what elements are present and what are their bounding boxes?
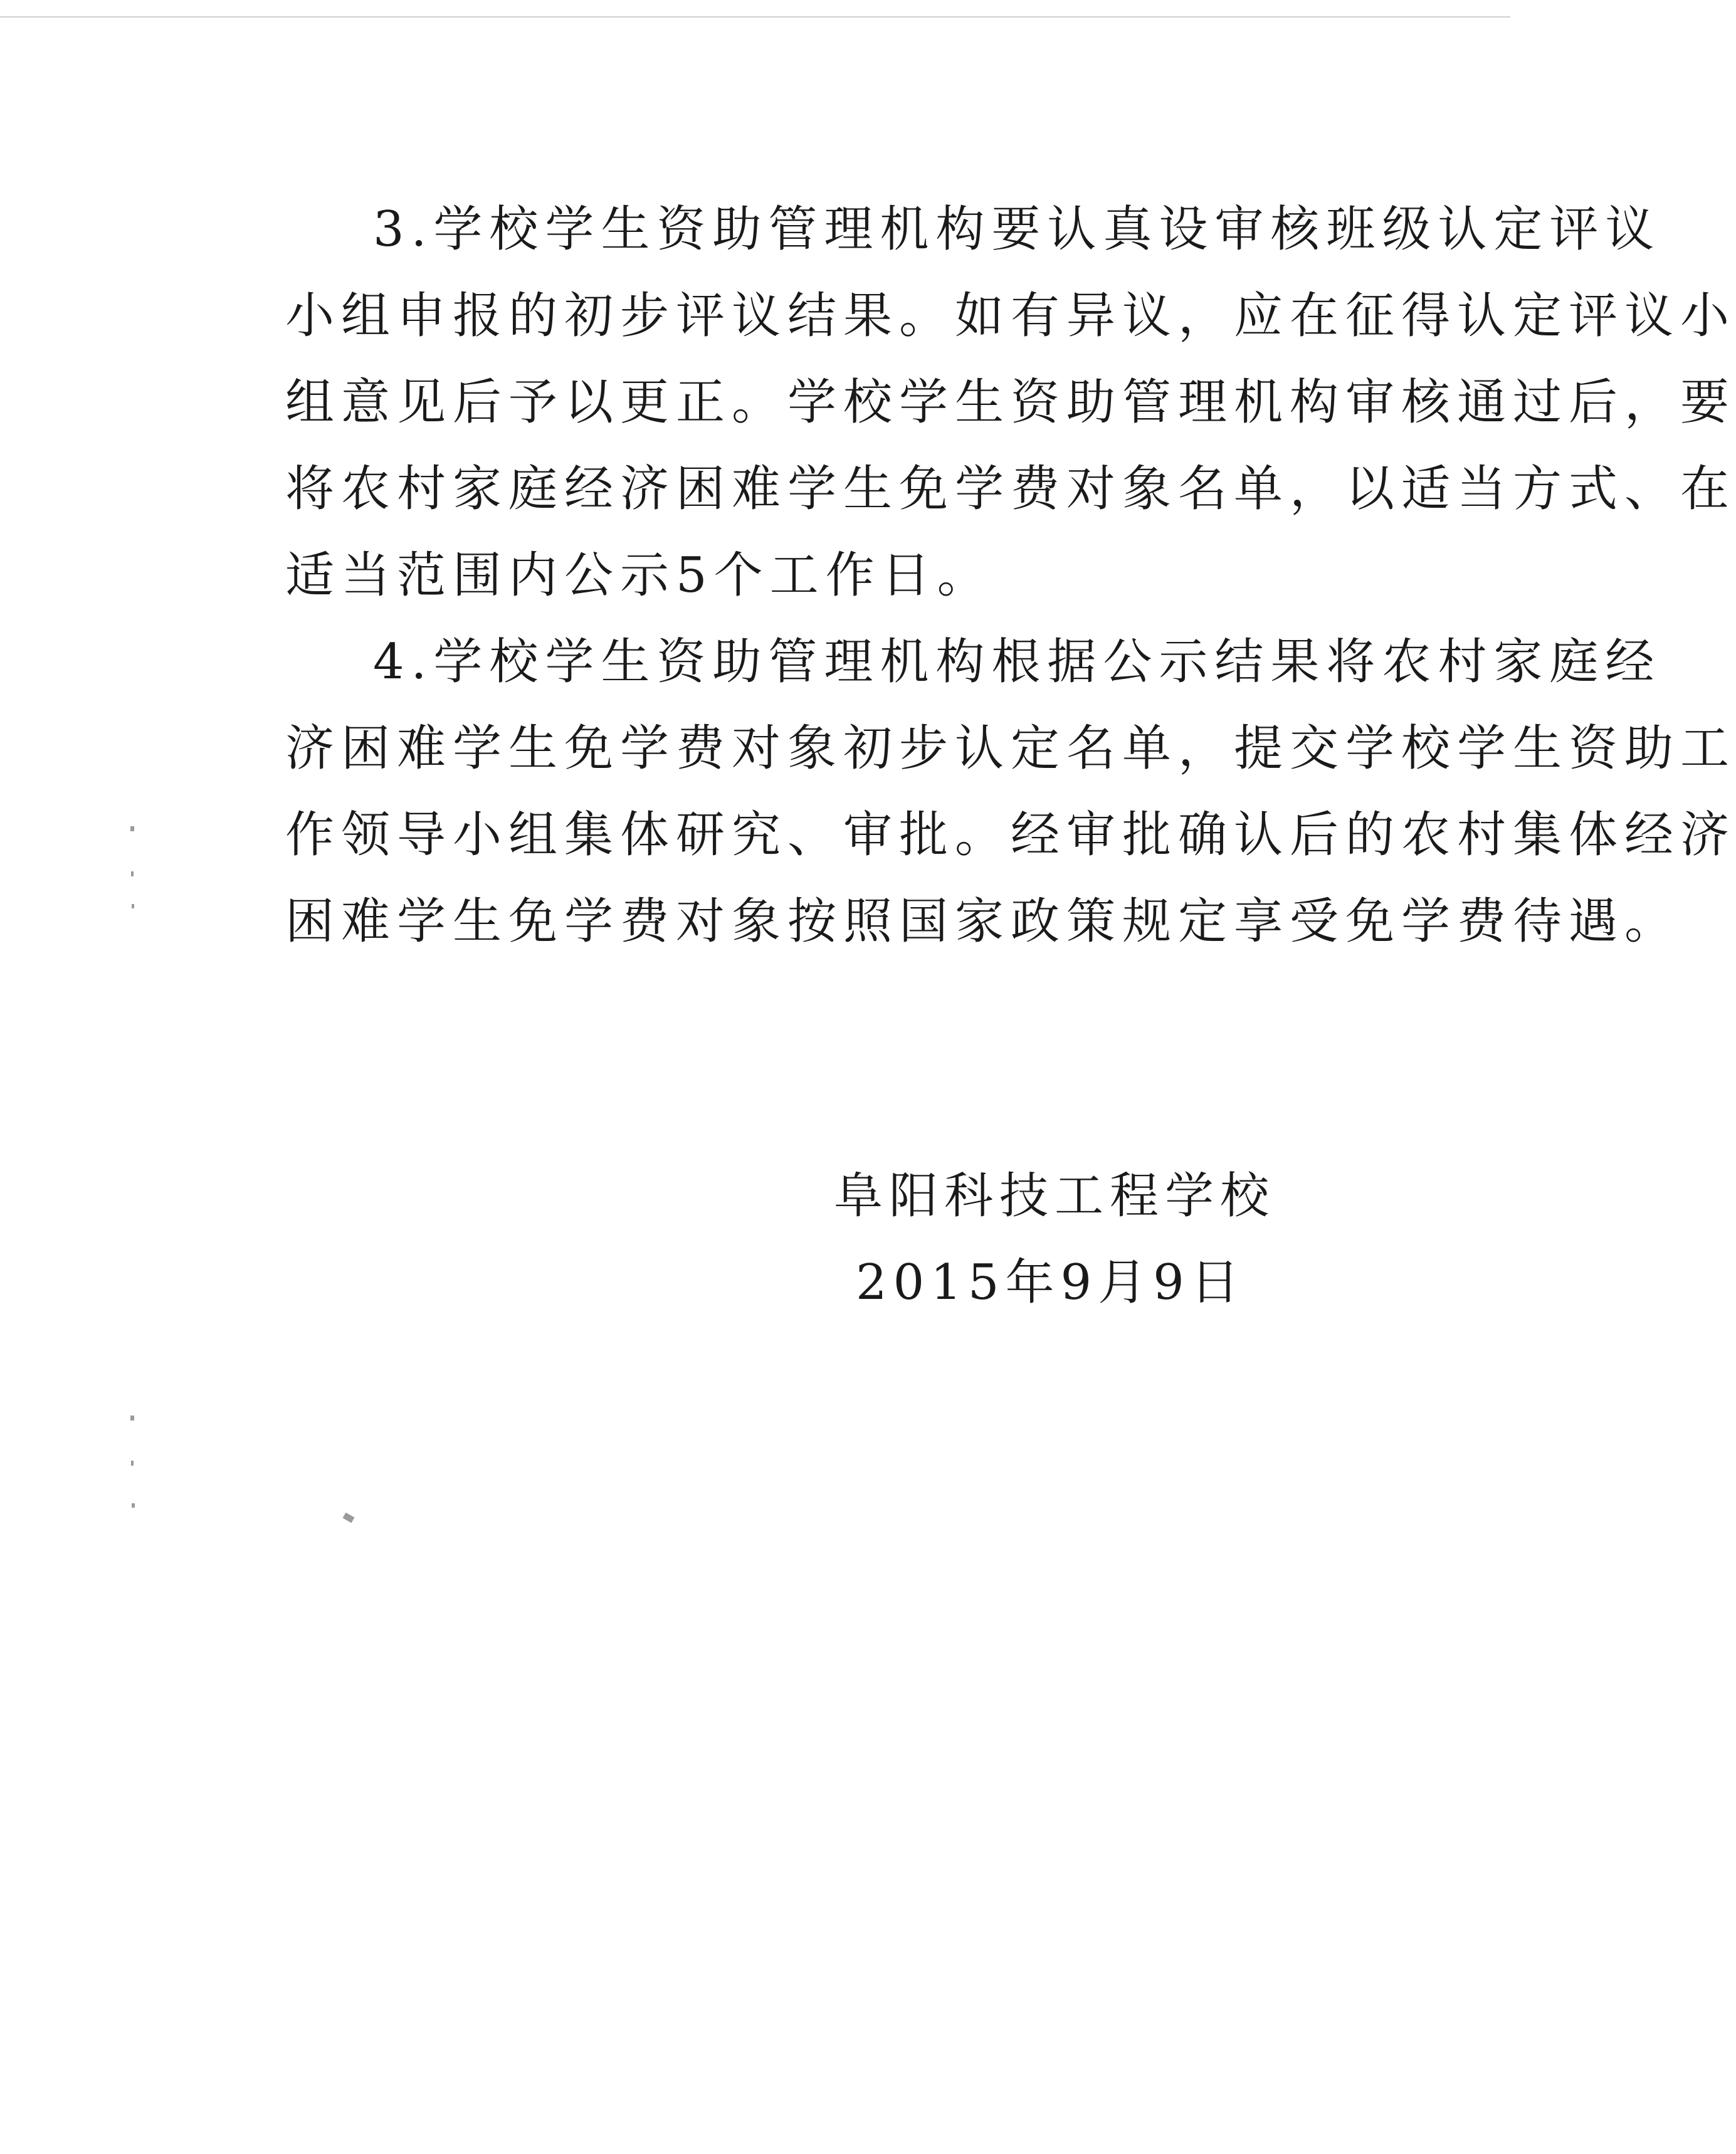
signature-organization: 阜阳科技工程学校: [834, 1168, 1276, 1224]
signature-date: 2015年9月9日: [856, 1254, 1246, 1311]
paragraph-4-line-2: 济困难学生免学费对象初步认定名单，提交学校学生资助工: [285, 720, 1736, 777]
scan-speck: [130, 826, 134, 831]
scan-speck: [132, 1503, 135, 1508]
scan-speck: [131, 1461, 134, 1466]
paragraph-4-line-4: 困难学生免学费对象按照国家政策规定享受免学费待遇。: [285, 893, 1681, 950]
paragraph-3-line-5: 适当范围内公示5个工作日。: [285, 547, 993, 604]
paragraph-4-line-3: 作领导小组集体研究、审批。经审批确认后的农村集体经济: [285, 807, 1736, 863]
scan-speck: [343, 1513, 355, 1523]
scan-top-edge: [0, 16, 1510, 18]
scan-speck: [131, 871, 134, 876]
paragraph-3-line-1: 3.学校学生资助管理机构要认真设审核班级认定评议: [373, 201, 1661, 258]
paragraph-3-line-3: 组意见后予以更正。学校学生资助管理机构审核通过后，要: [285, 374, 1736, 431]
paragraph-3-line-4: 将农村家庭经济困难学生免学费对象名单，以适当方式、在: [285, 461, 1736, 517]
paragraph-3-line-2: 小组申报的初步评议结果。如有异议，应在征得认定评议小: [285, 288, 1736, 344]
scan-speck: [132, 904, 134, 908]
scan-speck: [130, 1416, 134, 1421]
paragraph-4-line-1: 4.学校学生资助管理机构根据公示结果将农村家庭经: [373, 634, 1661, 690]
